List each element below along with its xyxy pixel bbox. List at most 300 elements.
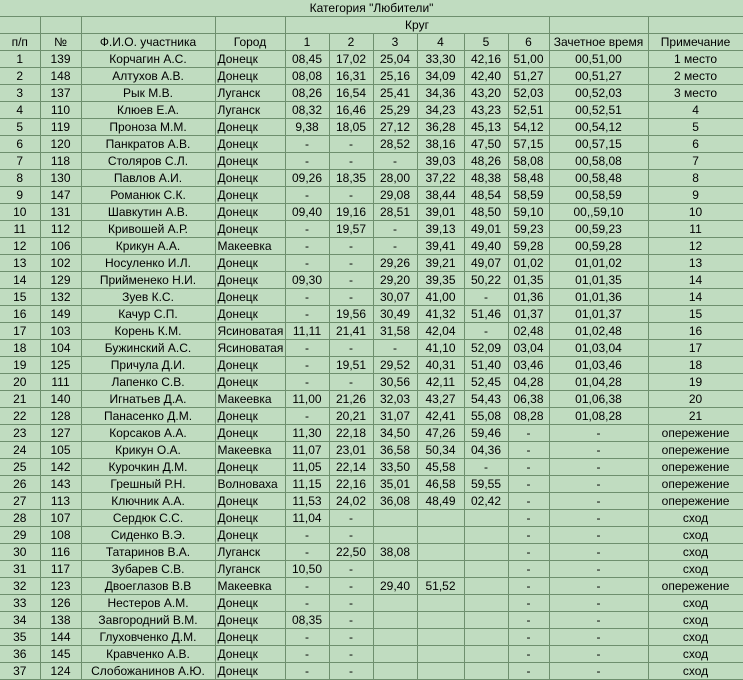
cell-num[interactable]: 37 (0, 663, 40, 680)
cell-lap-4[interactable]: 51,52 (417, 578, 464, 595)
cell-name[interactable]: Корсаков А.А. (81, 425, 215, 442)
cell-lap-3[interactable]: 29,26 (373, 255, 417, 272)
cell-lap-5[interactable]: 42,16 (464, 51, 508, 68)
cell-lap-2[interactable]: - (329, 187, 373, 204)
cell-bib[interactable]: 126 (40, 595, 81, 612)
cell-lap-4[interactable]: 34,23 (417, 102, 464, 119)
cell-city[interactable]: Донецк (215, 646, 285, 663)
cell-lap-4[interactable]: 42,41 (417, 408, 464, 425)
cell-time[interactable]: - (549, 510, 648, 527)
cell-num[interactable]: 28 (0, 510, 40, 527)
header-lap-5[interactable]: 5 (464, 34, 508, 51)
cell-lap-4[interactable]: 38,44 (417, 187, 464, 204)
cell-time[interactable]: 00,54,12 (549, 119, 648, 136)
cell-city[interactable]: Донецк (215, 527, 285, 544)
cell-lap-6[interactable]: 58,48 (508, 170, 549, 187)
cell-num[interactable]: 20 (0, 374, 40, 391)
cell-name[interactable]: Корень К.М. (81, 323, 215, 340)
cell-name[interactable]: Двоеглазов В.В (81, 578, 215, 595)
cell-lap-3[interactable]: 29,52 (373, 357, 417, 374)
cell-lap-5[interactable]: 51,46 (464, 306, 508, 323)
cell-time[interactable]: 00,52,51 (549, 102, 648, 119)
cell-city[interactable]: Донецк (215, 187, 285, 204)
cell-lap-5[interactable]: 54,43 (464, 391, 508, 408)
cell-time[interactable]: 00,51,00 (549, 51, 648, 68)
cell-lap-2[interactable]: - (329, 153, 373, 170)
header-lap-1[interactable]: 1 (285, 34, 329, 51)
cell-lap-6[interactable]: - (508, 527, 549, 544)
cell-city[interactable]: Донецк (215, 68, 285, 85)
cell-num[interactable]: 30 (0, 544, 40, 561)
cell-time[interactable]: 00,,59,10 (549, 204, 648, 221)
cell-lap-2[interactable]: - (329, 238, 373, 255)
cell-bib[interactable]: 113 (40, 493, 81, 510)
cell-lap-1[interactable]: - (285, 238, 329, 255)
cell-name[interactable]: Причула Д.И. (81, 357, 215, 374)
cell-lap-1[interactable]: 10,50 (285, 561, 329, 578)
cell-bib[interactable]: 105 (40, 442, 81, 459)
cell-note[interactable]: 13 (648, 255, 743, 272)
cell-lap-3[interactable]: 28,52 (373, 136, 417, 153)
cell-lap-1[interactable]: - (285, 187, 329, 204)
cell-bib[interactable]: 148 (40, 68, 81, 85)
cell-note[interactable]: 8 (648, 170, 743, 187)
cell-time[interactable]: 01,02,48 (549, 323, 648, 340)
cell-lap-6[interactable]: 58,08 (508, 153, 549, 170)
cell-lap-6[interactable]: 01,37 (508, 306, 549, 323)
cell-name[interactable]: Романюк С.К. (81, 187, 215, 204)
cell-note[interactable]: 3 место (648, 85, 743, 102)
cell-note[interactable]: 12 (648, 238, 743, 255)
cell-name[interactable]: Качур С.П. (81, 306, 215, 323)
cell-num[interactable]: 22 (0, 408, 40, 425)
cell-num[interactable]: 17 (0, 323, 40, 340)
cell-lap-1[interactable]: 9,38 (285, 119, 329, 136)
cell-lap-6[interactable]: - (508, 612, 549, 629)
cell-note[interactable]: 17 (648, 340, 743, 357)
cell-lap-4[interactable]: 46,58 (417, 476, 464, 493)
cell-note[interactable]: 21 (648, 408, 743, 425)
cell-lap-4[interactable]: 37,22 (417, 170, 464, 187)
cell-lap-4[interactable]: 41,10 (417, 340, 464, 357)
cell-city[interactable]: Донецк (215, 119, 285, 136)
cell-lap-3[interactable]: 31,07 (373, 408, 417, 425)
cell-lap-4[interactable] (417, 544, 464, 561)
cell-lap-6[interactable]: - (508, 510, 549, 527)
cell-lap-3[interactable]: 25,29 (373, 102, 417, 119)
cell-lap-3[interactable] (373, 527, 417, 544)
cell-time[interactable]: - (549, 646, 648, 663)
cell-bib[interactable]: 106 (40, 238, 81, 255)
cell-lap-5[interactable]: 49,40 (464, 238, 508, 255)
cell-city[interactable]: Донецк (215, 357, 285, 374)
cell-lap-3[interactable]: 29,40 (373, 578, 417, 595)
cell-lap-5[interactable]: 59,46 (464, 425, 508, 442)
cell-lap-6[interactable]: 54,12 (508, 119, 549, 136)
cell-name[interactable]: Грешный Р.Н. (81, 476, 215, 493)
cell-time[interactable]: - (549, 425, 648, 442)
cell-lap-3[interactable]: 32,03 (373, 391, 417, 408)
cell-lap-1[interactable]: - (285, 289, 329, 306)
cell-lap-5[interactable]: 49,07 (464, 255, 508, 272)
cell-num[interactable]: 36 (0, 646, 40, 663)
cell-lap-3[interactable] (373, 646, 417, 663)
cell-lap-5[interactable]: 50,22 (464, 272, 508, 289)
cell-name[interactable]: Крикун А.А. (81, 238, 215, 255)
cell-lap-1[interactable]: - (285, 136, 329, 153)
cell-note[interactable]: 18 (648, 357, 743, 374)
cell-lap-3[interactable]: - (373, 238, 417, 255)
cell-lap-5[interactable]: 52,09 (464, 340, 508, 357)
cell-note[interactable]: 14 (648, 289, 743, 306)
cell-lap-6[interactable]: 59,10 (508, 204, 549, 221)
cell-bib[interactable]: 147 (40, 187, 81, 204)
cell-lap-1[interactable]: - (285, 357, 329, 374)
cell-lap-2[interactable]: - (329, 289, 373, 306)
cell-lap-2[interactable]: - (329, 646, 373, 663)
cell-lap-3[interactable]: 30,07 (373, 289, 417, 306)
cell-name[interactable]: Клюев Е.А. (81, 102, 215, 119)
cell-lap-5[interactable] (464, 646, 508, 663)
cell-lap-3[interactable] (373, 612, 417, 629)
cell-city[interactable]: Донецк (215, 221, 285, 238)
cell-num[interactable]: 26 (0, 476, 40, 493)
cell-name[interactable]: Павлов А.И. (81, 170, 215, 187)
cell-note[interactable]: 7 (648, 153, 743, 170)
cell-city[interactable]: Луганск (215, 544, 285, 561)
cell-name[interactable]: Рык М.В. (81, 85, 215, 102)
cell-lap-6[interactable]: 03,04 (508, 340, 549, 357)
cell-time[interactable]: 01,03,46 (549, 357, 648, 374)
cell-lap-5[interactable]: 48,26 (464, 153, 508, 170)
cell-lap-4[interactable]: 41,32 (417, 306, 464, 323)
cell-note[interactable]: сход (648, 544, 743, 561)
cell-num[interactable]: 33 (0, 595, 40, 612)
cell-city[interactable]: Луганск (215, 102, 285, 119)
cell-lap-3[interactable]: 34,50 (373, 425, 417, 442)
cell-note[interactable]: 11 (648, 221, 743, 238)
cell-lap-4[interactable]: 48,49 (417, 493, 464, 510)
cell-name[interactable]: Носуленко И.Л. (81, 255, 215, 272)
cell-lap-5[interactable]: - (464, 289, 508, 306)
cell-lap-6[interactable]: - (508, 629, 549, 646)
cell-note[interactable]: сход (648, 527, 743, 544)
cell-num[interactable]: 32 (0, 578, 40, 595)
cell-lap-2[interactable]: - (329, 629, 373, 646)
cell-bib[interactable]: 143 (40, 476, 81, 493)
cell-lap-3[interactable]: 25,41 (373, 85, 417, 102)
cell-time[interactable]: - (549, 612, 648, 629)
cell-lap-4[interactable]: 39,01 (417, 204, 464, 221)
cell-lap-4[interactable]: 45,58 (417, 459, 464, 476)
cell-num[interactable]: 24 (0, 442, 40, 459)
cell-lap-4[interactable] (417, 510, 464, 527)
cell-name[interactable]: Зуев К.С. (81, 289, 215, 306)
cell-lap-1[interactable]: - (285, 544, 329, 561)
cell-city[interactable]: Макеевка (215, 238, 285, 255)
cell-time[interactable]: 01,08,28 (549, 408, 648, 425)
cell-lap-2[interactable]: 21,26 (329, 391, 373, 408)
cell-lap-1[interactable]: 11,05 (285, 459, 329, 476)
cell-city[interactable]: Донецк (215, 374, 285, 391)
cell-lap-4[interactable]: 42,04 (417, 323, 464, 340)
cell-time[interactable]: 00,58,48 (549, 170, 648, 187)
cell-lap-2[interactable]: 24,02 (329, 493, 373, 510)
cell-note[interactable]: опережение (648, 493, 743, 510)
cell-lap-1[interactable]: 11,00 (285, 391, 329, 408)
cell-lap-2[interactable]: 19,51 (329, 357, 373, 374)
cell-lap-2[interactable]: - (329, 527, 373, 544)
cell-note[interactable]: 15 (648, 306, 743, 323)
cell-bib[interactable]: 130 (40, 170, 81, 187)
cell-bib[interactable]: 131 (40, 204, 81, 221)
cell-lap-1[interactable]: 08,26 (285, 85, 329, 102)
cell-note[interactable]: опережение (648, 578, 743, 595)
cell-name[interactable]: Ключник А.А. (81, 493, 215, 510)
cell-note[interactable]: сход (648, 663, 743, 680)
cell-lap-2[interactable]: - (329, 578, 373, 595)
cell-note[interactable]: опережение (648, 459, 743, 476)
cell-lap-3[interactable]: 29,08 (373, 187, 417, 204)
cell-lap-1[interactable]: - (285, 646, 329, 663)
cell-lap-2[interactable]: 18,35 (329, 170, 373, 187)
cell-lap-5[interactable] (464, 527, 508, 544)
cell-lap-3[interactable]: 31,58 (373, 323, 417, 340)
cell-time[interactable]: 01,04,28 (549, 374, 648, 391)
cell-lap-2[interactable]: - (329, 374, 373, 391)
cell-num[interactable]: 9 (0, 187, 40, 204)
cell-lap-3[interactable]: 27,12 (373, 119, 417, 136)
cell-bib[interactable]: 120 (40, 136, 81, 153)
cell-lap-1[interactable]: - (285, 408, 329, 425)
cell-name[interactable]: Бужинский А.С. (81, 340, 215, 357)
cell-name[interactable]: Нестеров А.М. (81, 595, 215, 612)
cell-time[interactable]: 00,51,27 (549, 68, 648, 85)
cell-num[interactable]: 14 (0, 272, 40, 289)
cell-lap-2[interactable]: 19,56 (329, 306, 373, 323)
cell-time[interactable]: 00,57,15 (549, 136, 648, 153)
header-lap-3[interactable]: 3 (373, 34, 417, 51)
cell-lap-3[interactable]: 28,00 (373, 170, 417, 187)
cell-name[interactable]: Проноза М.М. (81, 119, 215, 136)
cell-bib[interactable]: 125 (40, 357, 81, 374)
cell-lap-3[interactable]: - (373, 221, 417, 238)
cell-lap-1[interactable]: 08,45 (285, 51, 329, 68)
cell-bib[interactable]: 127 (40, 425, 81, 442)
cell-lap-6[interactable]: 59,28 (508, 238, 549, 255)
cell-time[interactable]: 01,01,35 (549, 272, 648, 289)
cell-lap-1[interactable]: - (285, 340, 329, 357)
cell-city[interactable]: Донецк (215, 136, 285, 153)
cell-lap-4[interactable]: 39,21 (417, 255, 464, 272)
cell-lap-4[interactable] (417, 561, 464, 578)
cell-lap-4[interactable]: 34,36 (417, 85, 464, 102)
cell-lap-6[interactable]: - (508, 442, 549, 459)
cell-time[interactable]: - (549, 561, 648, 578)
cell-lap-6[interactable]: - (508, 561, 549, 578)
header-time[interactable]: Зачетное время (549, 34, 648, 51)
cell-lap-5[interactable] (464, 663, 508, 680)
cell-note[interactable]: сход (648, 510, 743, 527)
header-city[interactable]: Город (215, 34, 285, 51)
cell-lap-2[interactable]: - (329, 595, 373, 612)
cell-city[interactable]: Луганск (215, 561, 285, 578)
cell-note[interactable]: 9 (648, 187, 743, 204)
cell-num[interactable]: 4 (0, 102, 40, 119)
cell-lap-3[interactable] (373, 561, 417, 578)
cell-note[interactable]: сход (648, 629, 743, 646)
cell-num[interactable]: 6 (0, 136, 40, 153)
cell-lap-6[interactable]: - (508, 578, 549, 595)
cell-city[interactable]: Донецк (215, 153, 285, 170)
cell-city[interactable]: Донецк (215, 306, 285, 323)
cell-lap-5[interactable]: - (464, 323, 508, 340)
cell-num[interactable]: 3 (0, 85, 40, 102)
cell-num[interactable]: 18 (0, 340, 40, 357)
cell-lap-2[interactable]: - (329, 272, 373, 289)
cell-lap-4[interactable]: 39,41 (417, 238, 464, 255)
cell-time[interactable]: 01,01,36 (549, 289, 648, 306)
cell-lap-5[interactable]: 45,13 (464, 119, 508, 136)
cell-lap-1[interactable]: 11,04 (285, 510, 329, 527)
cell-name[interactable]: Прийменеко Н.И. (81, 272, 215, 289)
cell-lap-4[interactable]: 42,11 (417, 374, 464, 391)
cell-city[interactable]: Донецк (215, 595, 285, 612)
cell-lap-4[interactable]: 34,09 (417, 68, 464, 85)
cell-bib[interactable]: 112 (40, 221, 81, 238)
cell-num[interactable]: 11 (0, 221, 40, 238)
cell-lap-2[interactable]: - (329, 255, 373, 272)
cell-lap-3[interactable]: 36,08 (373, 493, 417, 510)
cell-city[interactable]: Донецк (215, 425, 285, 442)
cell-lap-6[interactable]: - (508, 476, 549, 493)
cell-lap-3[interactable]: - (373, 153, 417, 170)
cell-num[interactable]: 12 (0, 238, 40, 255)
header-bib[interactable]: № (40, 34, 81, 51)
cell-lap-5[interactable]: 48,54 (464, 187, 508, 204)
cell-name[interactable]: Столяров С.Л. (81, 153, 215, 170)
cell-lap-1[interactable]: - (285, 306, 329, 323)
cell-lap-1[interactable]: - (285, 527, 329, 544)
cell-note[interactable]: 14 (648, 272, 743, 289)
cell-lap-3[interactable]: 38,08 (373, 544, 417, 561)
cell-lap-1[interactable]: 08,08 (285, 68, 329, 85)
cell-lap-1[interactable]: - (285, 255, 329, 272)
cell-bib[interactable]: 149 (40, 306, 81, 323)
cell-lap-6[interactable]: - (508, 646, 549, 663)
cell-city[interactable]: Донецк (215, 459, 285, 476)
cell-city[interactable]: Донецк (215, 629, 285, 646)
cell-lap-1[interactable]: - (285, 595, 329, 612)
cell-bib[interactable]: 116 (40, 544, 81, 561)
cell-lap-3[interactable]: 35,01 (373, 476, 417, 493)
cell-num[interactable]: 35 (0, 629, 40, 646)
cell-time[interactable]: 01,01,02 (549, 255, 648, 272)
cell-lap-6[interactable]: 01,35 (508, 272, 549, 289)
cell-bib[interactable]: 145 (40, 646, 81, 663)
header-lap-2[interactable]: 2 (329, 34, 373, 51)
cell-bib[interactable]: 142 (40, 459, 81, 476)
cell-bib[interactable]: 107 (40, 510, 81, 527)
cell-time[interactable]: 00,52,03 (549, 85, 648, 102)
cell-lap-6[interactable]: - (508, 425, 549, 442)
cell-lap-6[interactable]: 08,28 (508, 408, 549, 425)
cell-lap-5[interactable] (464, 629, 508, 646)
cell-time[interactable]: - (549, 663, 648, 680)
cell-lap-1[interactable]: - (285, 221, 329, 238)
cell-num[interactable]: 2 (0, 68, 40, 85)
cell-name[interactable]: Алтухов А.В. (81, 68, 215, 85)
cell-lap-5[interactable] (464, 578, 508, 595)
cell-lap-3[interactable] (373, 663, 417, 680)
cell-lap-2[interactable]: 17,02 (329, 51, 373, 68)
cell-city[interactable]: Луганск (215, 85, 285, 102)
cell-name[interactable]: Панкратов А.В. (81, 136, 215, 153)
cell-note[interactable]: 20 (648, 391, 743, 408)
cell-lap-2[interactable]: 22,18 (329, 425, 373, 442)
cell-lap-6[interactable]: 06,38 (508, 391, 549, 408)
cell-time[interactable]: 01,03,04 (549, 340, 648, 357)
cell-lap-3[interactable] (373, 595, 417, 612)
cell-lap-1[interactable]: - (285, 153, 329, 170)
cell-name[interactable]: Крикун О.А. (81, 442, 215, 459)
cell-lap-2[interactable]: 20,21 (329, 408, 373, 425)
cell-lap-1[interactable]: 11,07 (285, 442, 329, 459)
cell-name[interactable]: Корчагин А.С. (81, 51, 215, 68)
cell-lap-3[interactable]: 36,58 (373, 442, 417, 459)
cell-time[interactable]: - (549, 578, 648, 595)
cell-bib[interactable]: 118 (40, 153, 81, 170)
cell-time[interactable]: - (549, 527, 648, 544)
cell-lap-2[interactable]: 23,01 (329, 442, 373, 459)
cell-city[interactable]: Донецк (215, 510, 285, 527)
cell-note[interactable]: 2 место (648, 68, 743, 85)
cell-num[interactable]: 8 (0, 170, 40, 187)
cell-name[interactable]: Панасенко Д.М. (81, 408, 215, 425)
cell-lap-4[interactable] (417, 595, 464, 612)
cell-name[interactable]: Глуховченко Д.М. (81, 629, 215, 646)
cell-lap-6[interactable]: - (508, 544, 549, 561)
cell-lap-6[interactable]: 52,03 (508, 85, 549, 102)
cell-note[interactable]: опережение (648, 425, 743, 442)
cell-city[interactable]: Донецк (215, 663, 285, 680)
cell-bib[interactable]: 137 (40, 85, 81, 102)
cell-city[interactable]: Донецк (215, 408, 285, 425)
cell-num[interactable]: 31 (0, 561, 40, 578)
cell-lap-2[interactable]: 19,16 (329, 204, 373, 221)
cell-time[interactable]: - (549, 544, 648, 561)
cell-lap-4[interactable]: 47,26 (417, 425, 464, 442)
cell-city[interactable]: Ясиноватая (215, 323, 285, 340)
cell-num[interactable]: 27 (0, 493, 40, 510)
cell-lap-1[interactable]: 09,30 (285, 272, 329, 289)
cell-lap-5[interactable]: 59,55 (464, 476, 508, 493)
cell-lap-2[interactable]: - (329, 663, 373, 680)
cell-lap-5[interactable]: 48,38 (464, 170, 508, 187)
cell-lap-1[interactable]: 08,32 (285, 102, 329, 119)
cell-lap-4[interactable]: 39,35 (417, 272, 464, 289)
cell-lap-4[interactable]: 43,27 (417, 391, 464, 408)
cell-num[interactable]: 16 (0, 306, 40, 323)
cell-bib[interactable]: 140 (40, 391, 81, 408)
cell-lap-5[interactable]: 42,40 (464, 68, 508, 85)
cell-lap-5[interactable]: 55,08 (464, 408, 508, 425)
cell-lap-4[interactable] (417, 612, 464, 629)
cell-lap-1[interactable]: - (285, 629, 329, 646)
cell-lap-5[interactable]: 43,20 (464, 85, 508, 102)
cell-lap-5[interactable] (464, 510, 508, 527)
cell-note[interactable]: 16 (648, 323, 743, 340)
